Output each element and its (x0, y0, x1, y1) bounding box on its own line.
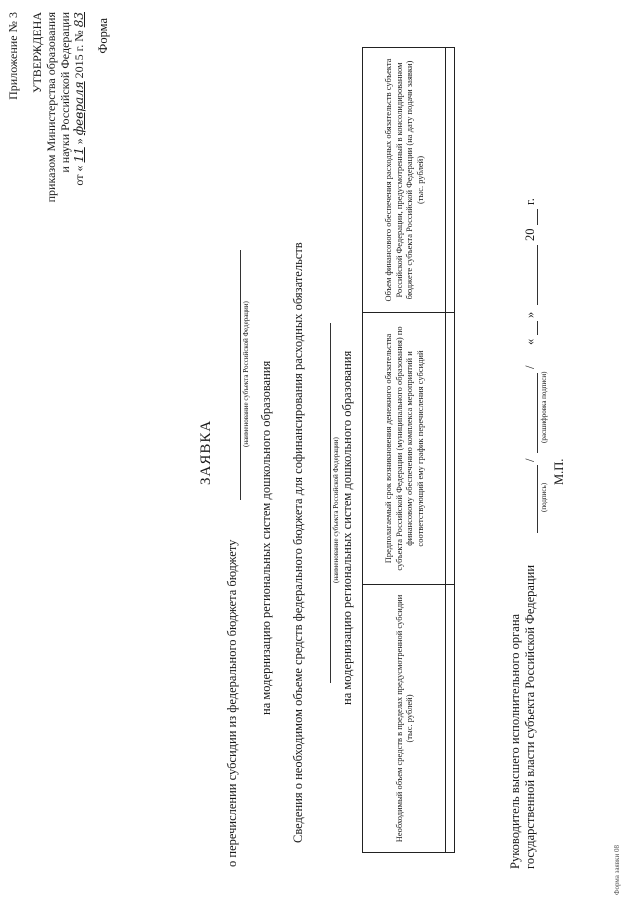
table-header-row (363, 48, 446, 853)
order-date-line (72, 12, 86, 412)
order-number-handwritten: 83 (72, 12, 86, 28)
head-title-line-2: государственной власти субъекта Российской Федерации (523, 564, 537, 869)
month-blank[interactable] (537, 245, 538, 305)
header-obligation-term: Предполагаемый срок возникновения денежного обязательства субъекта Российской Федерации (муниципального образования) по финансовому обеспечению комплекса мероприятий и соответствующий ему график перечисления субсидий (363, 313, 446, 585)
approval-block (6, 12, 86, 412)
appendix-number: Приложение № 3 (6, 12, 20, 100)
funding-table (362, 47, 455, 853)
date-mid: » (72, 138, 86, 145)
subject-caption-1: (наименование субъекта Российской Федерации) (242, 301, 250, 447)
header-consolidated-budget: Объем финансового обеспечения расходных обязательств субъекта Российской Федерации, предусмотренный в консолидированном бюджете субъекта Российской Федерации (на дату подачи заявки) (тыс. рублей) (363, 48, 446, 313)
name-decode-blank[interactable] (537, 373, 538, 453)
cell-required-amount[interactable] (446, 585, 455, 853)
request-line-2: на модернизацию региональных систем дошкольного образования (259, 360, 273, 715)
date-day-handwritten: 11 (72, 147, 86, 163)
subject-caption-2: (наименование субъекта Российской Федерации) (332, 437, 340, 583)
form-label: Форма (96, 18, 110, 54)
date-prefix: от « (72, 165, 86, 186)
year-prefix: 20 (523, 228, 537, 241)
header-required-amount: Необходимый объем средств в пределах предусмотренной субсидии (тыс. рублей) (363, 585, 446, 853)
cell-consolidated-budget[interactable] (446, 48, 455, 313)
signature-separator: / (523, 458, 537, 462)
footer-mark: Форма заявки 08 (613, 845, 621, 895)
request-line-1: о перечислении субсидии из федерального бюджета бюджету (225, 539, 239, 867)
date-open-quote: « (523, 338, 537, 345)
cell-obligation-term[interactable] (446, 313, 455, 585)
document-title: ЗАЯВКА (198, 419, 214, 485)
date-close-quote: » (523, 311, 537, 318)
stamp-place: М.П. (552, 458, 566, 485)
subject-name-blank-2 (330, 323, 331, 683)
signature-blank[interactable] (537, 465, 538, 533)
table-row (446, 48, 455, 853)
day-blank[interactable] (537, 321, 538, 335)
signature-caption: (подпись) (540, 482, 548, 512)
head-title-line-1: Руководитель высшего исполнительного органа (508, 613, 522, 869)
signature-separator-2: / (523, 365, 537, 369)
approved-label: УТВЕРЖДЕНА (30, 12, 44, 94)
info-line-4: на модернизацию региональных систем дошкольного образования (340, 350, 354, 705)
order-line-2: и науки Российской Федерации (58, 12, 72, 173)
date-year: 2015 г. № (72, 30, 86, 79)
subject-name-blank (240, 250, 241, 500)
info-line-3: Сведения о необходимом объеме средств федерального бюджета для софинансирования расходных обязательств (291, 242, 305, 843)
year-blank[interactable] (537, 209, 538, 225)
order-line-1: приказом Министерства образования (44, 12, 58, 203)
year-suffix: г. (523, 198, 537, 205)
decode-caption: (расшифровка подписи) (540, 371, 548, 443)
date-month-handwritten: февраля (72, 81, 86, 136)
